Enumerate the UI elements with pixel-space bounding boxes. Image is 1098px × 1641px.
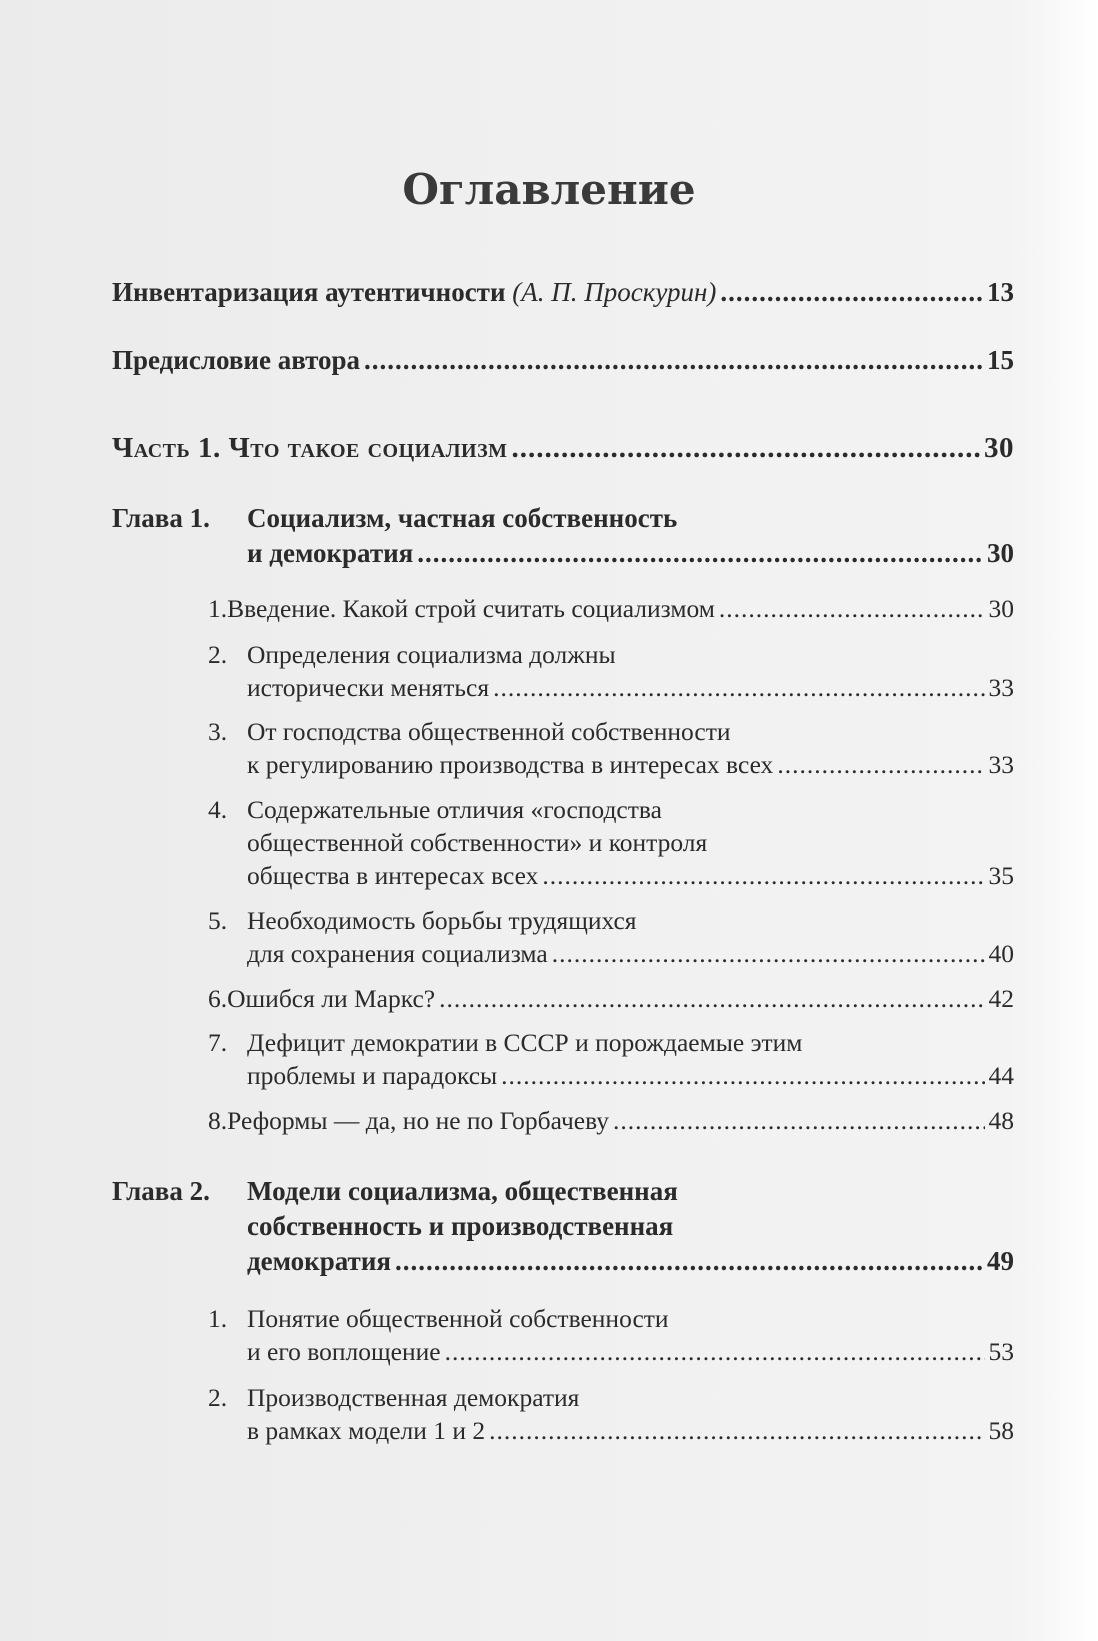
page-title: Оглавление <box>402 165 696 214</box>
toc-page-number: 30 <box>984 432 1014 464</box>
item-number: 5. <box>208 906 228 935</box>
toc-entry-title: Инвентаризация аутентичности (А. П. Проскурин) <box>112 277 717 307</box>
item-title-line1: Определения социализма должны <box>247 640 616 669</box>
dot-leader <box>489 1416 984 1446</box>
item-number: 8. <box>208 1106 228 1135</box>
toc-item-2-1-line2[interactable] <box>247 1337 1014 1367</box>
toc-item-1-2-line2[interactable] <box>247 673 1014 703</box>
chapter-title-line2: и демократия <box>247 538 414 568</box>
item-title: Реформы — да, но не по Горбачеву <box>227 1106 610 1135</box>
item-number: 2. <box>208 1383 228 1412</box>
item-title-line1: Производственная демократия <box>247 1383 580 1412</box>
dot-leader <box>720 277 983 308</box>
dot-leader <box>445 1337 985 1367</box>
toc-page-number: 30 <box>988 594 1014 623</box>
item-title-line3: общества в интересах всех <box>247 861 539 890</box>
item-number: 1. <box>208 1304 228 1333</box>
toc-chapter-2-line2[interactable] <box>247 1211 1014 1242</box>
toc-item-1-7-line2[interactable] <box>247 1061 1014 1091</box>
item-title-line1: Дефицит демократии в СССР и порождаемые этим <box>247 1028 803 1057</box>
item-title-line2: к регулированию производства в интересах всех <box>247 750 774 779</box>
chapter-title-line1: Модели социализма, общественная <box>247 1176 678 1206</box>
toc-item-1-3-line1[interactable] <box>208 717 1014 747</box>
toc-entry-author: А. П. Проскурин <box>521 277 708 307</box>
toc-entry-inventory[interactable] <box>112 277 1014 308</box>
toc-part-title: Часть 1. Что такое социализм <box>112 432 508 464</box>
toc-item-1-5-line2[interactable] <box>247 939 1014 969</box>
item-title-line1: Необходимость борьбы трудящихся <box>247 906 637 935</box>
toc-item-2-2-line1[interactable] <box>208 1383 1014 1413</box>
dot-leader <box>512 432 980 465</box>
toc-item-1-6[interactable] <box>208 984 1014 1014</box>
toc-chapter-1-line2[interactable] <box>247 538 1014 569</box>
item-title-line2: исторически меняться <box>247 673 490 702</box>
toc-page-number: 15 <box>987 345 1014 375</box>
toc-page-number: 53 <box>988 1337 1014 1366</box>
chapter-title-line3: демократия <box>247 1246 391 1276</box>
toc-page-number: 35 <box>988 861 1014 890</box>
toc-item-2-2-line2[interactable] <box>247 1416 1014 1446</box>
toc-page-number: 33 <box>988 673 1014 702</box>
item-title: Ошибся ли Маркс? <box>227 984 436 1013</box>
toc-page-number: 42 <box>988 984 1014 1013</box>
item-title-line1: Понятие общественной собственности <box>247 1304 669 1333</box>
dot-leader <box>493 673 984 703</box>
toc-chapter-2-line1[interactable] <box>112 1176 1014 1207</box>
toc-item-1-4-line2[interactable] <box>247 828 1014 858</box>
chapter-prefix: Глава 2. <box>112 1176 210 1206</box>
item-number: 4. <box>208 795 228 824</box>
dot-leader <box>719 594 985 624</box>
item-title: Введение. Какой строй считать социализмом <box>227 594 715 623</box>
item-title-line2: общественной собственности» и контроля <box>247 828 708 857</box>
dot-leader <box>542 861 984 891</box>
toc-page-number: 30 <box>987 538 1014 568</box>
dot-leader <box>777 750 984 780</box>
dot-leader <box>417 538 983 569</box>
toc-item-1-2-line1[interactable] <box>208 640 1014 670</box>
item-title-line2: проблемы и парадоксы <box>247 1061 498 1090</box>
toc-page-number: 33 <box>988 750 1014 779</box>
toc-item-2-1-line1[interactable] <box>208 1304 1014 1334</box>
item-title-line2: в рамках модели 1 и 2 <box>247 1416 486 1445</box>
toc-entry-title: Предисловие автора <box>112 345 361 375</box>
toc-page-number: 44 <box>988 1061 1014 1090</box>
toc-chapter-1-line1[interactable] <box>112 503 1014 534</box>
chapter-title-line2: собственность и производственная <box>247 1211 674 1241</box>
dot-leader <box>395 1246 983 1277</box>
toc-page-number: 40 <box>988 939 1014 968</box>
dot-leader <box>501 1061 984 1091</box>
toc-item-1-5-line1[interactable] <box>208 906 1014 936</box>
toc-item-1-1[interactable] <box>208 594 1014 624</box>
item-title-line2: и его воплощение <box>247 1337 441 1366</box>
dot-leader <box>552 939 985 969</box>
item-number: 6. <box>208 984 228 1013</box>
dot-leader <box>613 1106 984 1136</box>
item-number: 2. <box>208 640 228 669</box>
item-title-line2: для сохранения социализма <box>247 939 548 968</box>
toc-item-1-3-line2[interactable] <box>247 750 1014 780</box>
toc-entry-part-1[interactable] <box>112 432 1014 465</box>
toc-page-number: 48 <box>988 1106 1014 1135</box>
toc-entry-preface[interactable] <box>112 345 1014 376</box>
chapter-prefix: Глава 1. <box>112 503 210 533</box>
chapter-title-line1: Социализм, частная собственность <box>247 503 678 533</box>
item-title-line1: Содержательные отличия «господства <box>247 795 662 824</box>
item-number: 1. <box>208 594 228 623</box>
toc-page-number: 13 <box>987 277 1014 307</box>
item-title-line1: От господства общественной собственности <box>247 717 731 746</box>
toc-item-1-4-line3[interactable] <box>247 861 1014 891</box>
item-number: 7. <box>208 1028 228 1057</box>
toc-page-number: 58 <box>988 1416 1014 1445</box>
toc-page-number: 49 <box>987 1246 1014 1276</box>
toc-item-1-4-line1[interactable] <box>208 795 1014 825</box>
dot-leader <box>364 345 983 376</box>
toc-chapter-2-line3[interactable] <box>247 1246 1014 1277</box>
item-number: 3. <box>208 717 228 746</box>
toc-item-1-8[interactable] <box>208 1106 1014 1136</box>
toc-item-1-7-line1[interactable] <box>208 1028 1014 1058</box>
dot-leader <box>439 984 984 1014</box>
